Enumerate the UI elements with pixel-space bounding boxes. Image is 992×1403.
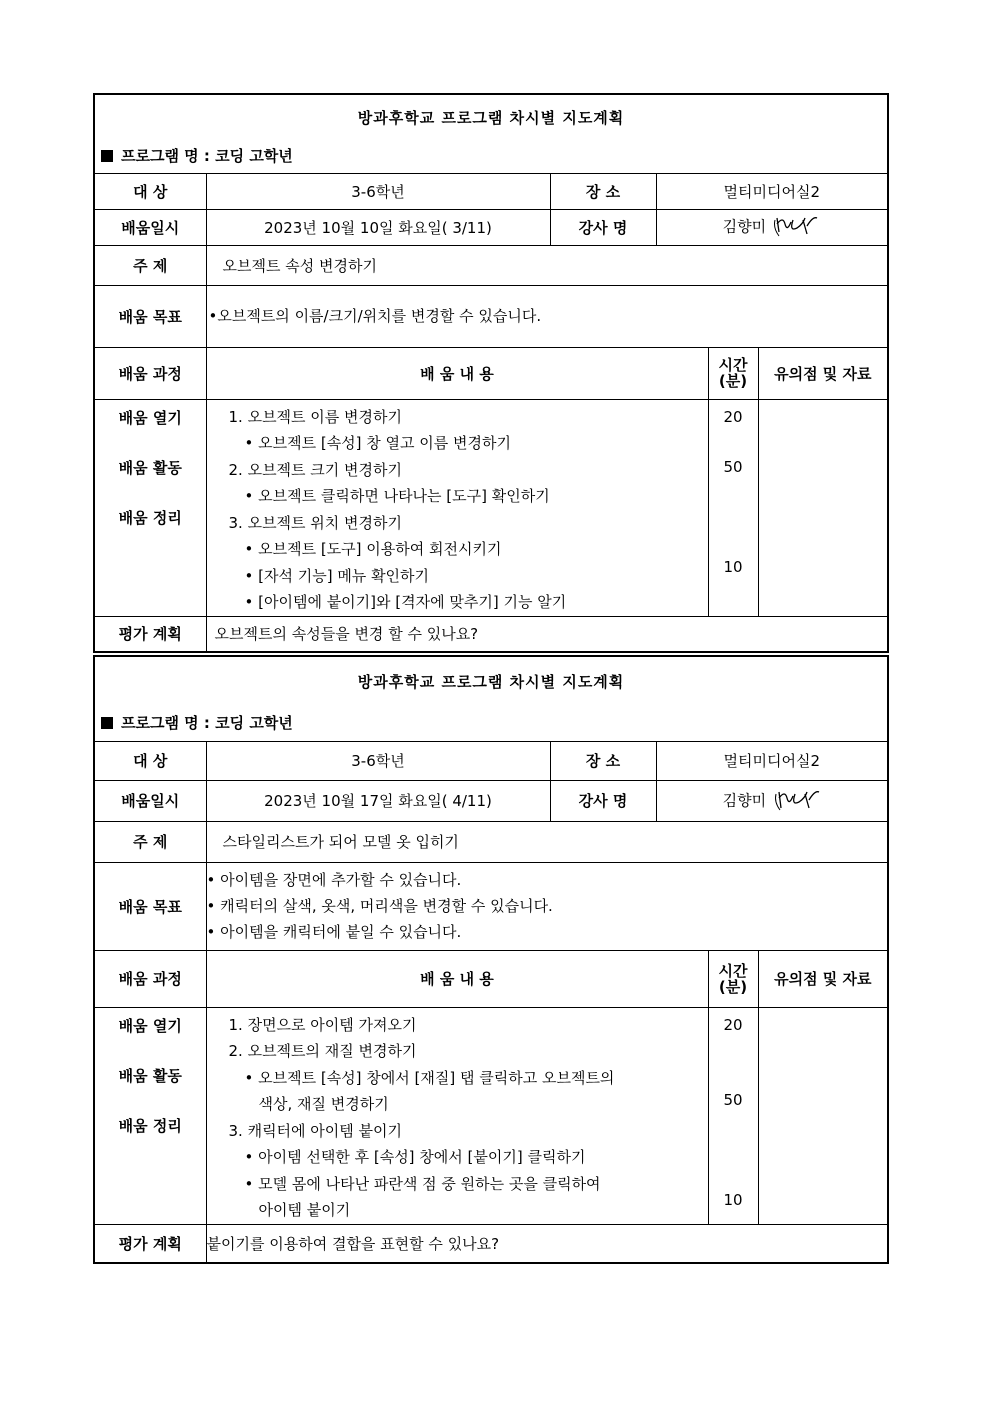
content-line: 색상, 재질 변경하기 — [258, 1095, 389, 1113]
topic-label: 주 제 — [95, 821, 206, 862]
content-list — [206, 399, 708, 616]
target-value: 3-6학년 — [206, 173, 550, 209]
program-name — [95, 705, 887, 741]
stage-open: 배움 열기 — [118, 1016, 182, 1035]
lesson-plan-1 — [93, 93, 889, 653]
date-value: 2023년 10월 10일 화요일( 3/11) — [206, 209, 550, 245]
topic-label: 주 제 — [95, 245, 206, 285]
time-open: 20 — [723, 407, 743, 426]
content-line: • [아이템에 붙이기]와 [격자에 맞추기] 기능 알기 — [244, 593, 567, 611]
time-wrap-up: 10 — [723, 1190, 743, 1209]
goal-list — [206, 862, 887, 950]
goal-item: • 아이템을 장면에 추가할 수 있습니다. — [206, 871, 462, 889]
time-list — [708, 399, 758, 616]
goal-item: • 캐릭터의 살색, 옷색, 머리색을 변경할 수 있습니다. — [206, 897, 553, 915]
content-line: 2. 오브젝트의 재질 변경하기 — [228, 1042, 417, 1060]
time-open: 20 — [723, 1015, 743, 1034]
stage-open: 배움 열기 — [118, 408, 182, 427]
time-label-line1: 시간 — [718, 961, 748, 980]
content-line: 1. 오브젝트 이름 변경하기 — [228, 407, 403, 426]
signature-icon — [773, 788, 821, 814]
content-label: 배 움 내 용 — [206, 347, 708, 399]
time-label-line2: (분) — [718, 977, 748, 996]
stage-list — [95, 1007, 206, 1224]
content-line: • 오브젝트 [도구] 이용하여 회전시키기 — [244, 540, 502, 558]
eval-value: 오브젝트의 속성들을 변경 할 수 있나요? — [206, 616, 887, 651]
time-label-line1: 시간 — [718, 356, 748, 374]
program-name-label: 프로그램 명 : 코딩 고학년 — [121, 147, 293, 166]
teacher-label: 강사 명 — [550, 209, 656, 245]
content-line: • [자석 기능] 메뉴 확인하기 — [244, 566, 430, 585]
lesson-plan-2 — [93, 655, 889, 1264]
content-line: 아이템 붙이기 — [258, 1201, 351, 1219]
notes-label: 유의점 및 자료 — [758, 950, 887, 1007]
place-label: 장 소 — [550, 173, 656, 209]
content-line: 3. 오브젝트 위치 변경하기 — [228, 513, 403, 532]
stage-wrap-up: 배움 정리 — [118, 508, 182, 527]
teacher-name: 김향미 — [722, 791, 767, 809]
process-label: 배움 과정 — [95, 347, 206, 399]
content-line: • 모델 몸에 나타난 파란색 점 중 원하는 곳을 클릭하여 — [244, 1174, 601, 1193]
time-label — [708, 950, 758, 1007]
stage-activity: 배움 활동 — [118, 458, 182, 477]
time-label — [708, 347, 758, 399]
place-value: 멀티미디어실2 — [656, 741, 887, 780]
date-label: 배움일시 — [95, 780, 206, 821]
program-name — [95, 139, 887, 173]
content-line: 1. 장면으로 아이템 가져오기 — [228, 1015, 417, 1034]
time-wrap-up: 10 — [723, 557, 743, 576]
stage-list — [95, 399, 206, 616]
content-line: • 오브젝트 클릭하면 나타나는 [도구] 확인하기 — [244, 487, 550, 505]
eval-label: 평가 계획 — [95, 616, 206, 651]
content-label: 배 움 내 용 — [206, 950, 708, 1007]
time-activity: 50 — [723, 457, 743, 476]
date-value: 2023년 10월 17일 화요일( 4/11) — [206, 780, 550, 821]
teacher-cell — [656, 780, 887, 821]
content-line: • 아이템 선택한 후 [속성] 창에서 [붙이기] 클릭하기 — [244, 1148, 586, 1166]
goal-label: 배움 목표 — [95, 285, 206, 347]
notes-label: 유의점 및 자료 — [758, 347, 887, 399]
place-label: 장 소 — [550, 741, 656, 780]
content-line: • 오브젝트 [속성] 창 열고 이름 변경하기 — [244, 434, 512, 452]
target-value: 3-6학년 — [206, 741, 550, 780]
plan-title: 방과후학교 프로그램 차시별 지도계획 — [357, 672, 625, 691]
plan-title: 방과후학교 프로그램 차시별 지도계획 — [357, 108, 625, 127]
stage-activity: 배움 활동 — [118, 1066, 182, 1085]
teacher-cell — [656, 209, 887, 245]
target-label: 대 상 — [95, 173, 206, 209]
date-label: 배움일시 — [95, 209, 206, 245]
place-value: 멀티미디어실2 — [656, 173, 887, 209]
content-list — [206, 1007, 708, 1224]
signature-icon — [773, 214, 821, 240]
square-bullet-icon — [101, 717, 113, 729]
notes-cell — [758, 399, 887, 616]
time-activity: 50 — [723, 1090, 743, 1109]
square-bullet-icon — [101, 150, 113, 162]
content-line: 3. 캐릭터에 아이템 붙이기 — [228, 1121, 403, 1140]
target-label: 대 상 — [95, 741, 206, 780]
process-label: 배움 과정 — [95, 950, 206, 1007]
goal-item: •오브젝트의 이름/크기/위치를 변경할 수 있습니다. — [208, 307, 542, 325]
topic-value: 오브젝트 속성 변경하기 — [206, 245, 887, 285]
topic-value: 스타일리스트가 되어 모델 옷 입히기 — [206, 821, 887, 862]
goal-list — [206, 285, 887, 347]
eval-value: 붙이기를 이용하여 결합을 표현할 수 있나요? — [206, 1224, 887, 1262]
stage-wrap-up: 배움 정리 — [118, 1116, 182, 1135]
teacher-name: 김향미 — [722, 217, 767, 236]
goal-item: • 아이템을 캐릭터에 붙일 수 있습니다. — [206, 923, 462, 941]
teacher-label: 강사 명 — [550, 780, 656, 821]
notes-cell — [758, 1007, 887, 1224]
goal-label: 배움 목표 — [95, 862, 206, 950]
time-list — [708, 1007, 758, 1224]
eval-label: 평가 계획 — [95, 1224, 206, 1262]
time-label-line2: (분) — [718, 372, 748, 390]
content-line: • 오브젝트 [속성] 창에서 [재질] 탭 클릭하고 오브젝트의 — [244, 1068, 615, 1087]
program-name-label: 프로그램 명 : 코딩 고학년 — [121, 714, 293, 733]
content-line: 2. 오브젝트 크기 변경하기 — [228, 460, 403, 479]
